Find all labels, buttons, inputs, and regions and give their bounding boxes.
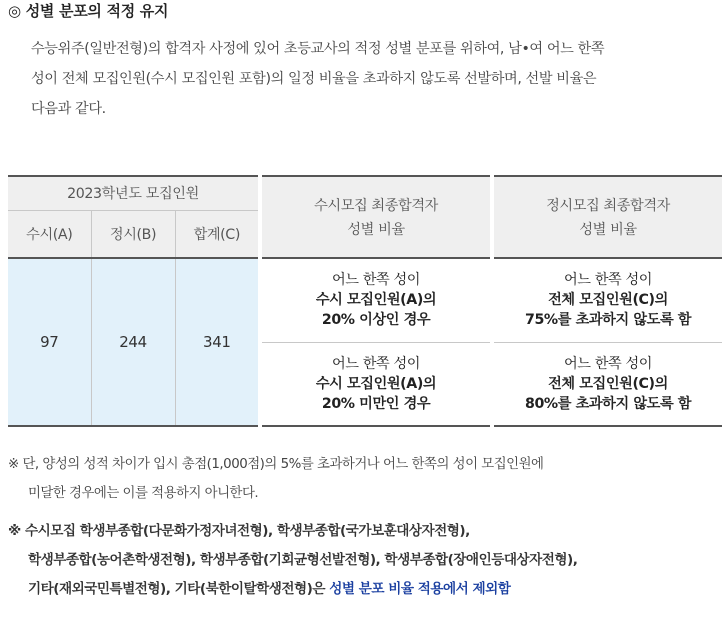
susi-criterion-2 [260,342,492,426]
value-jeongsi: 244 [91,258,175,426]
intro-line-3: 다음과 같다. [31,101,106,117]
exception-note [8,450,722,508]
jeongsi-criterion-2-line1: 어느 한쪽 성이 [564,355,653,372]
susi-criterion-1-line1: 어느 한쪽 성이 [332,272,421,289]
susi-criterion-2-line2: 수시 모집인원(A)의 [315,375,437,392]
exclusion-highlight: 성별 분포 비율 적용에서 제외함 [329,581,511,597]
col-header-total: 합계(C) [175,210,260,258]
col-header-jeongsi: 정시(B) [91,210,175,258]
gender-ratio-table [8,175,722,427]
susi-ratio-header [260,176,492,258]
jeongsi-ratio-header-line2: 성별 비율 [579,222,637,238]
jeongsi-criterion-2 [492,342,722,426]
intro-paragraph [31,34,721,124]
jeongsi-criterion-2-line2: 전체 모집인원(C)의 [548,375,668,392]
exclusion-note [8,517,722,604]
susi-criterion-1-line3: 20% 이상인 경우 [321,312,431,329]
jeongsi-criterion-1-line2: 전체 모집인원(C)의 [548,292,668,309]
value-total: 341 [175,258,260,426]
value-susi: 97 [8,258,91,426]
susi-criterion-2-line3: 20% 미만인 경우 [321,395,431,412]
exception-note-line1: ※ 단, 양성의 성적 차이가 입시 총점(1,000점)의 5%를 초과하거나 어느 한쪽의 성이 모집인원에 [8,457,544,472]
exclusion-note-line3 [8,575,722,604]
susi-criterion-2-line1: 어느 한쪽 성이 [332,355,421,372]
jeongsi-criterion-2-line3: 80%를 초과하지 않도록 함 [524,395,692,412]
jeongsi-criterion-1 [492,258,722,342]
exclusion-note-line2: 학생부종합(농어촌학생전형), 학생부종합(기회균형선발전형), 학생부종합(장애인등대상자전형), [28,552,578,568]
susi-ratio-header-line1: 수시모집 최종합격자 [314,198,438,214]
jeongsi-ratio-header-line1: 정시모집 최종합격자 [546,198,670,214]
jeongsi-criterion-1-line3: 75%를 초과하지 않도록 함 [524,312,692,329]
intro-line-1: 수능위주(일반전형)의 합격자 사정에 있어 초등교사의 적정 성별 분포를 위하여, 남•여 어느 한쪽 [31,41,605,57]
susi-criterion-1 [260,258,492,342]
jeongsi-criterion-1-line1: 어느 한쪽 성이 [564,272,653,289]
exclusion-note-line1: ※ 수시모집 학생부종합(다문화가정자녀전형), 학생부종합(국가보훈대상자전형), [8,523,470,539]
susi-ratio-header-line2: 성별 비율 [347,222,405,238]
jeongsi-ratio-header [492,176,722,258]
exclusion-note-line3-text: 기타(재외국민특별전형), 기타(북한이탈학생전형)은 [28,581,330,597]
susi-criterion-1-line2: 수시 모집인원(A)의 [315,292,437,309]
col-header-susi: 수시(A) [8,210,91,258]
quota-group-header: 2023학년도 모집인원 [8,176,260,210]
intro-line-2: 성이 전체 모집인원(수시 모집인원 포함)의 일정 비율을 초과하지 않도록 선발하며, 선발 비율은 [31,71,597,87]
exception-note-line2: 미달한 경우에는 이를 적용하지 아니한다. [28,486,259,501]
section-heading: ◎ 성별 분포의 적정 유지 [8,2,169,20]
